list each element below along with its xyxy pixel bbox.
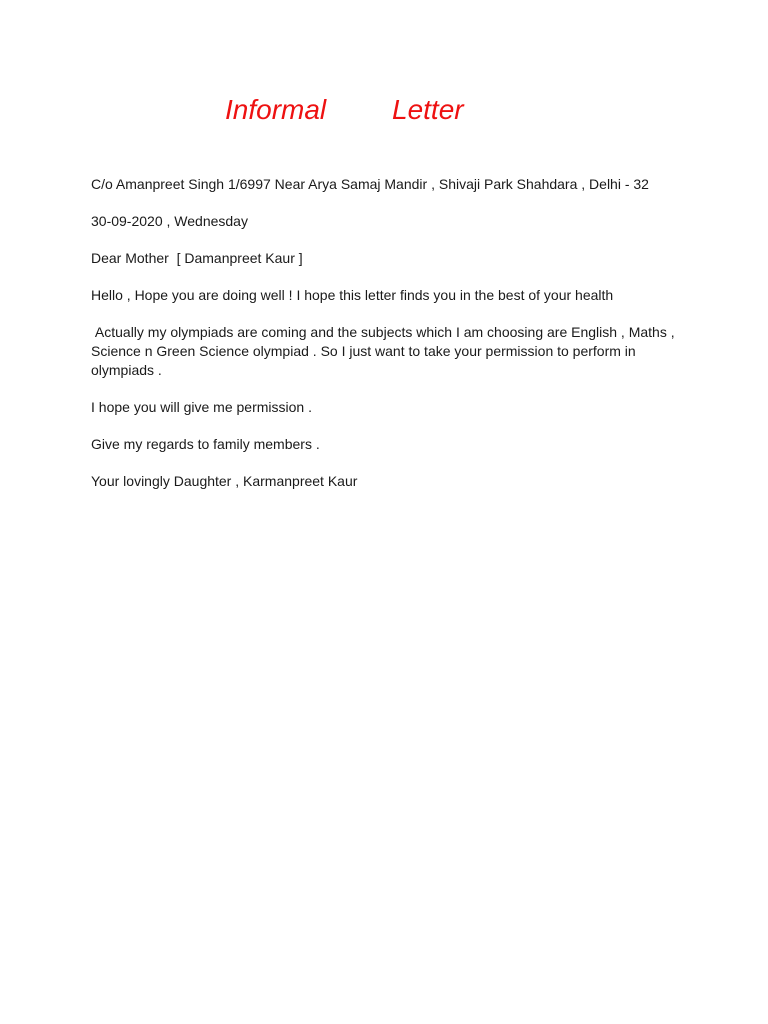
- main-paragraph: Actually my olympiads are coming and the subjects which I am choosing are English , Maths , Science n Green Science olympiad . So I just want to take your permission to perform in olympiads .: [91, 324, 679, 378]
- page-title: [0, 94, 768, 134]
- greeting-paragraph: Hello , Hope you are doing well ! I hope this letter finds you in the best of your health: [91, 287, 614, 303]
- title-word-informal: Informal: [225, 94, 327, 125]
- letter-date: 30-09-2020 , Wednesday: [91, 213, 248, 229]
- salutation: Dear Mother [ Damanpreet Kaur ]: [91, 250, 303, 266]
- title-word-letter: Letter: [392, 94, 464, 125]
- sender-address: C/o Amanpreet Singh 1/6997 Near Arya Samaj Mandir , Shivaji Park Shahdara , Delhi - 32: [91, 176, 649, 192]
- regards-paragraph: Give my regards to family members .: [91, 436, 320, 452]
- letter-body: [91, 175, 691, 509]
- signoff: Your lovingly Daughter , Karmanpreet Kaur: [91, 473, 358, 489]
- request-paragraph: I hope you will give me permission .: [91, 399, 312, 415]
